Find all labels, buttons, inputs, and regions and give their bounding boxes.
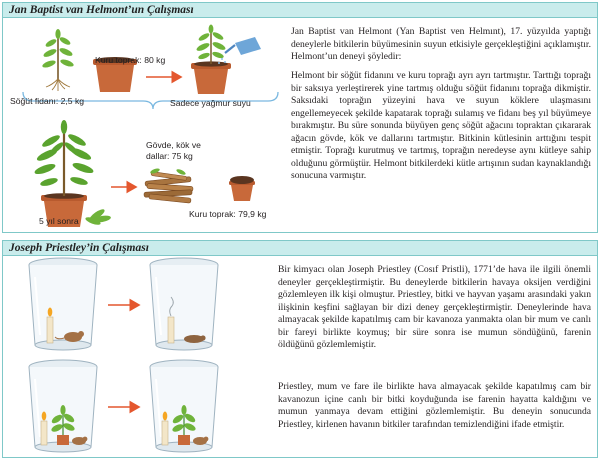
planted-sapling-icon: [191, 25, 231, 95]
helmont-header: [3, 3, 597, 18]
wood-pile-icon: [144, 167, 193, 203]
priestley-figure: [3, 257, 273, 457]
helmont-paragraph-1: Jan Baptist van Helmont (Yan Baptist ven Helmınt), 17. yüzyılda yaptığı deneylerle bitkilerin büyümesinin suyun etkisiyle gerçekleştiğini açıklamıştır. Helmont’un deneyi şöyledir:: [291, 26, 591, 62]
label-years-later: 5 yıl sonra: [39, 216, 79, 226]
label-rain-only: Sadece yağmur suyu: [170, 98, 251, 108]
priestley-paragraph-2: Priestley, mum ve fare ile birlikte hava almayacak şekilde kapatılmış cam bir kavanozun içine canlı bir bitki koyduğunda ise farenin hayatta kaldığını ve mumun yanmaya devam ettiğini gözlemlemiştir. Bu deneyin sonucunda Priestley, kirlenen havanın bitkiler tarafından temizlendiğini ifade etmiştir.: [278, 381, 591, 430]
label-sapling: Söğüt fidanı: 2,5 kg: [10, 96, 85, 106]
soil-container-icon: [229, 176, 255, 201]
label-trunk: Gövde, kök ve dallar: 75 kg: [146, 140, 201, 161]
helmont-paragraph-2: Helmont bir söğüt fidanını ve kuru toprağı ayrı ayrı tartmıştır. Tarttığı toprağı bir saksıya yerleştirerek yine tartmış olduğu söğüt fidanını toprağa dikmiştir. Saksıdaki toprağın yüzeyini hava ve suyun köklere ulaşmasını engellemeyecek şekilde kapatarak toprağı sulamış ve fidanı beş yıl büyümeye bırakmıştır. Bu süre sonunda büyüyen genç söğüt ağacını topraktan çıkararak ağacın gövde, kök ve dallarını tartmıştır. Bitkinin kütlesinin arttığını tespit etmiştir. Toprağı kurutmuş ve tartmış, toprağın neredeyse aynı kütleye sahip olduğunu görmüştür. Helmont bitkilerdeki kütle artışının sudan kaynaklandığı sonucuna varmıştır.: [291, 70, 591, 181]
priestley-header: [3, 241, 597, 256]
jar-icon: [150, 258, 218, 350]
priestley-paragraph-1: Bir kimyacı olan Joseph Priestley (Cosıf Pristli), 1771’de hava ile ilgili önemli deneyler gerçekleştirmiştir. Bu deneylerde bitkilerin havaya oksijen verdiğini gözlemleyen ilk kişi olmuştur. Priestley, bitki ve hayvan yaşamı arasındaki yakın ilişkinin keşfini sağlayan bir dizi deney gerçekleştirmiştir. Deneylerinde hava almayacak şekilde kapatılmış cam bir kavanoza yanmakta olan bir mum ve canlı bir fareyi birlikte koymuş; bir süre sonra ise mumun söndüğünü, farenin öldüğünü gözlemlemiştir.: [278, 264, 591, 350]
candle-icon: [47, 308, 53, 344]
tree-icon: [33, 120, 111, 227]
priestley-section: [2, 240, 598, 458]
priestley-title: Joseph Priestley’in Çalışması: [9, 242, 149, 254]
helmont-title: Jan Baptist van Helmont’un Çalışması: [9, 4, 194, 16]
helmont-illustration: [3, 19, 288, 233]
jar-icon: [29, 360, 97, 452]
candle-icon: [162, 412, 168, 446]
sapling-icon: [41, 29, 74, 91]
label-dry-soil-start: Kuru toprak: 80 kg: [95, 55, 166, 65]
priestley-illustration: [3, 257, 273, 457]
jar-icon: [150, 360, 218, 452]
helmont-section: [2, 2, 598, 233]
candle-icon: [41, 412, 47, 446]
helmont-figure: [3, 19, 288, 233]
label-dry-soil-end: Kuru toprak: 79,9 kg: [189, 209, 267, 219]
watering-can-icon: [218, 37, 261, 64]
jar-icon: [29, 258, 97, 350]
